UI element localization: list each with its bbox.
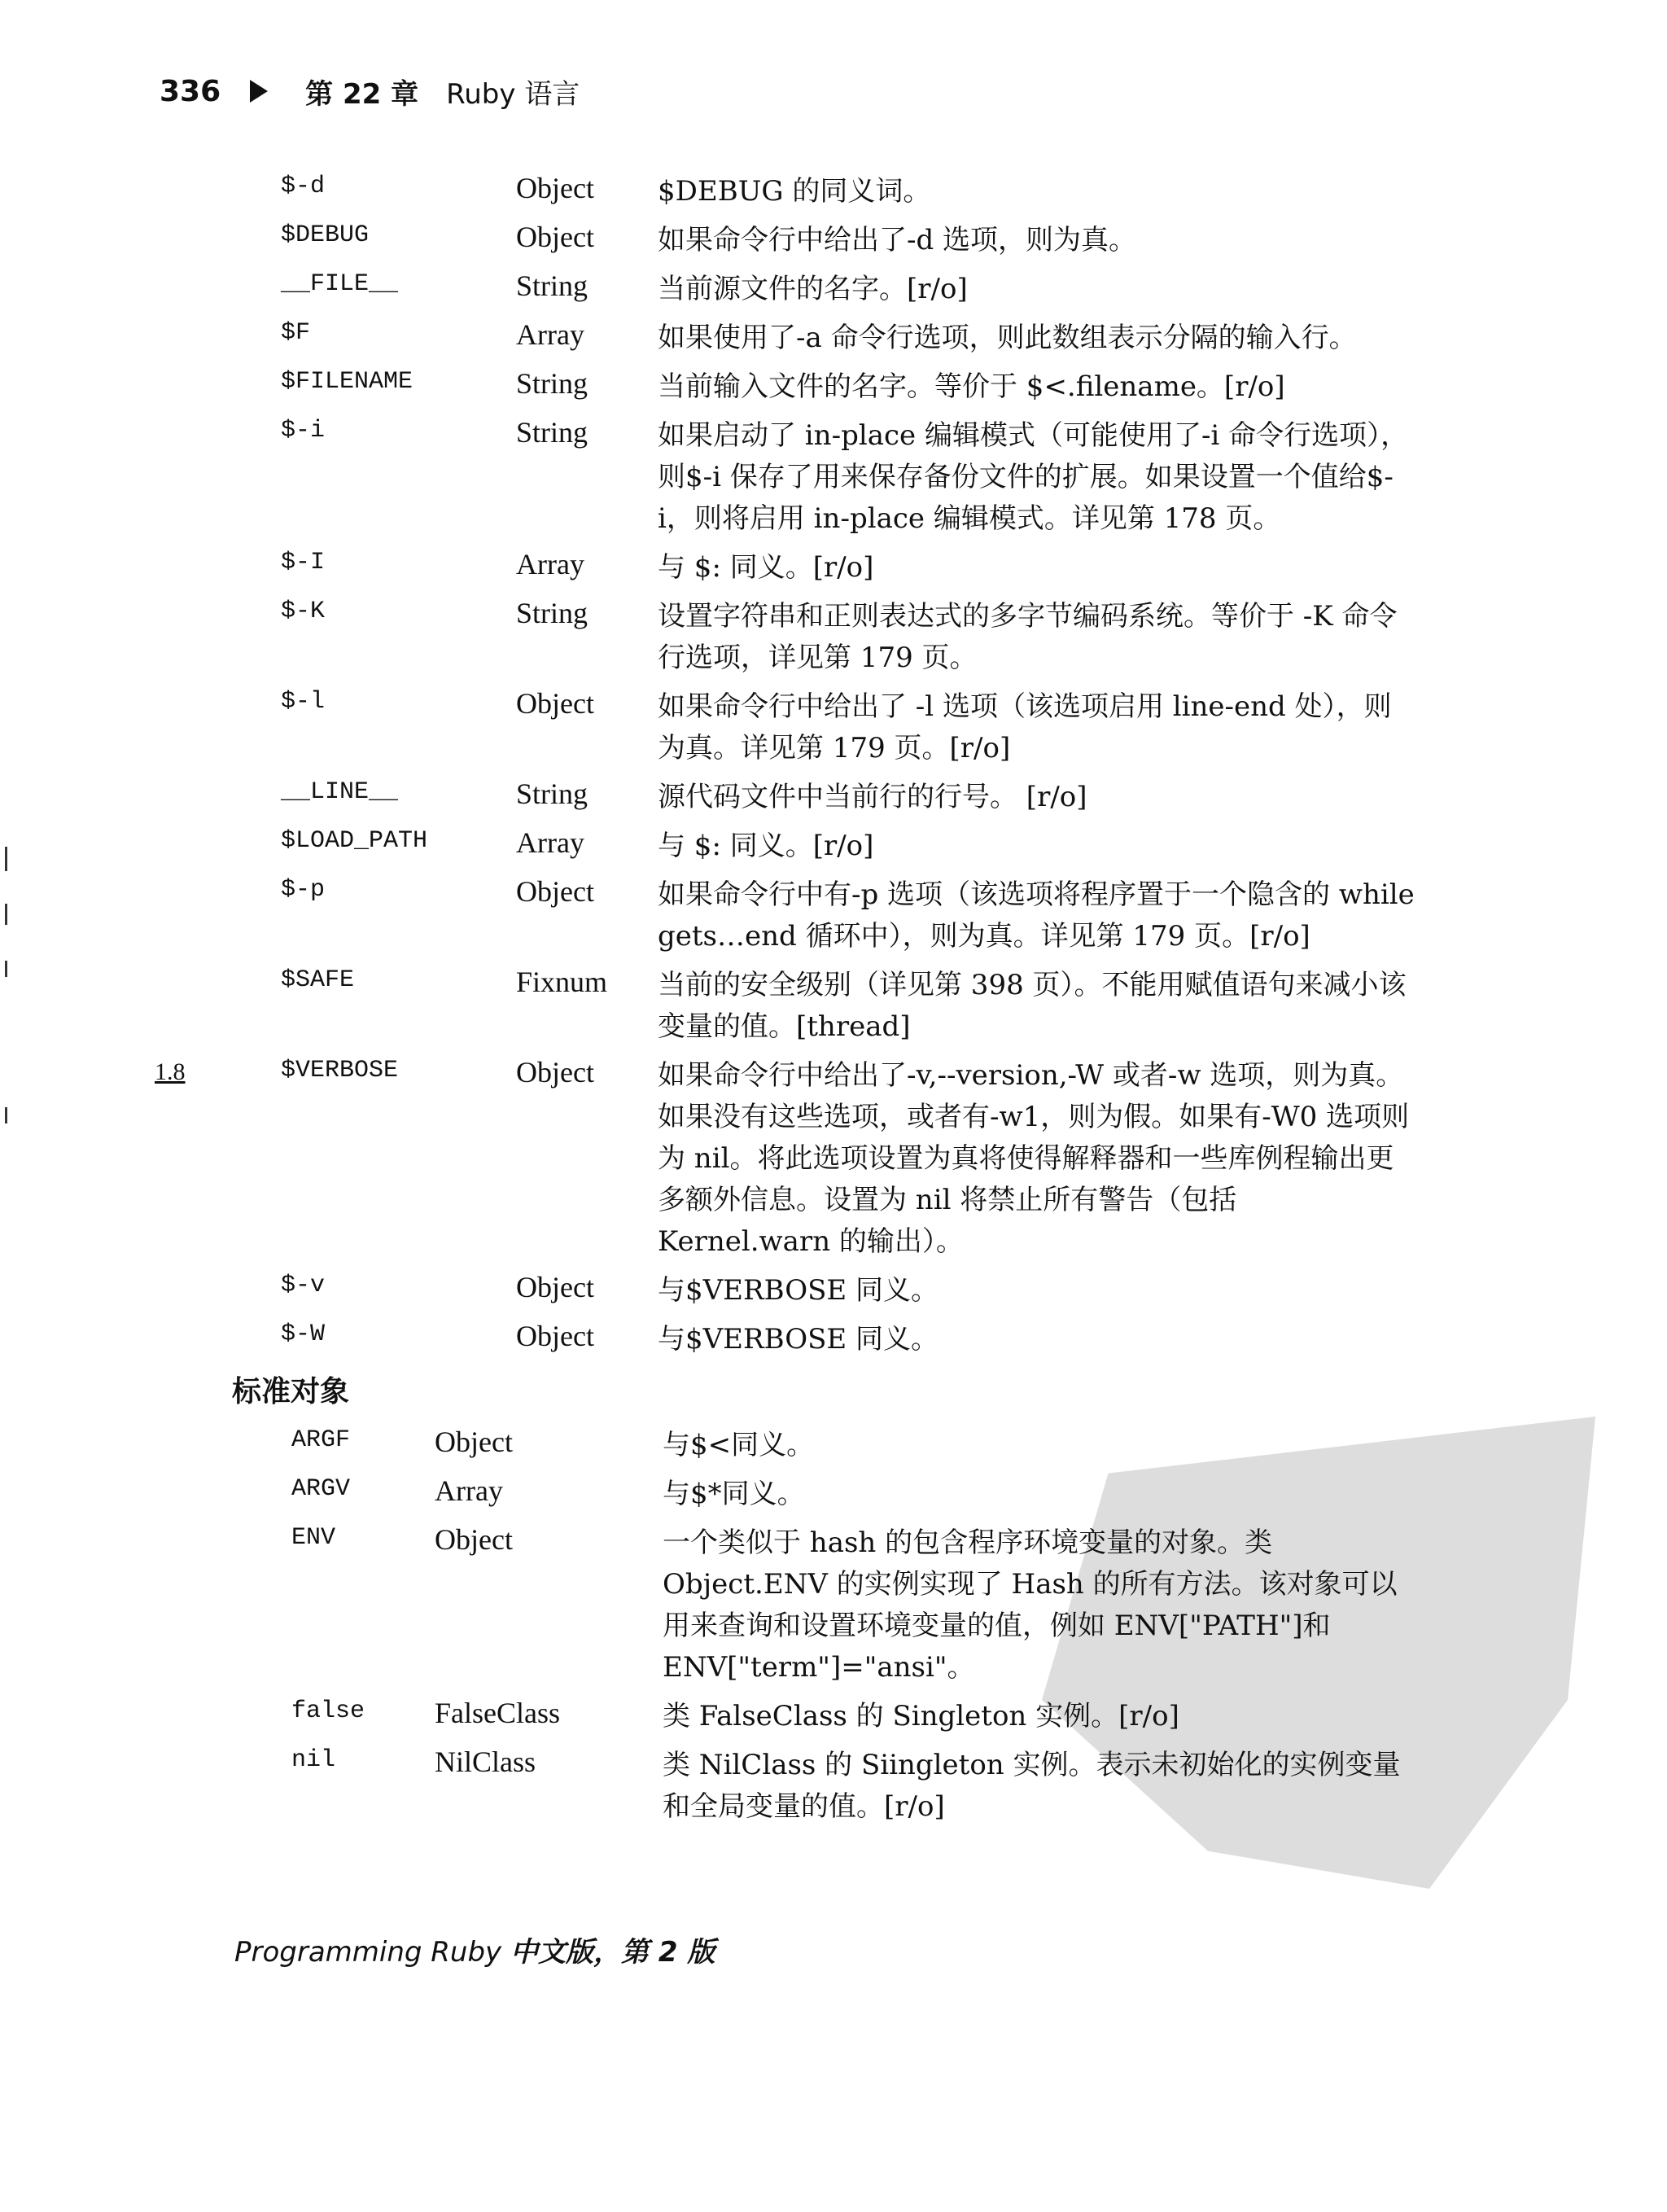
entry-description: 如果启动了 in-place 编辑模式（可能使用了-i 命令行选项），则$-i 保存了用来保存备份文件的扩展。如果设置一个值给$-i，则将启用 in-place 编辑模式。详见第 178 页。 <box>658 419 1409 535</box>
entry-type: Object <box>516 687 594 720</box>
entry-type: String <box>516 416 588 449</box>
table-row <box>0 220 1667 261</box>
entry-description: 当前输入文件的名字。等价于 $<.filename。[r/o] <box>658 370 1285 403</box>
entry-description: 如果命令行中给出了 -l 选项（该选项启用 line-end 处），则为真。详见第 179 页。[r/o] <box>658 690 1392 764</box>
footer-edition: 中文版，第 2 版 <box>510 1936 715 1969</box>
entry-description: $DEBUG 的同义词。 <box>658 175 931 208</box>
entry-name: nil <box>291 1746 336 1774</box>
entry-description: 源代码文件中当前行的行号。 [r/o] <box>658 781 1087 813</box>
entry-type: Object <box>516 1056 594 1088</box>
section-title-standard-objects: 标准对象 <box>232 1375 350 1408</box>
entry-description: 一个类似于 hash 的包含程序环境变量的对象。类 Object.ENV 的实例实现了 Hash 的所有方法。该对象可以用来查询和设置环境变量的值，例如 ENV["PATH"]和 ENV["term"]="ansi"。 <box>663 1526 1398 1684</box>
entry-name: $-v <box>281 1272 326 1299</box>
table-row <box>0 686 1667 769</box>
global-variables-table <box>0 171 1667 1835</box>
table-row <box>0 1319 1667 1360</box>
entry-description: 如果命令行中有-p 选项（该选项将程序置于一个隐含的 while gets…end 循环中），则为真。详见第 179 页。[r/o] <box>658 878 1415 953</box>
entry-name: ARGF <box>291 1426 351 1454</box>
version-margin-note: 1.8 <box>155 1058 186 1085</box>
entry-name: $-W <box>281 1321 326 1348</box>
entry-description: 与$<同义。 <box>663 1429 815 1461</box>
entry-type: Object <box>516 1271 594 1303</box>
entry-name: $-i <box>281 417 326 445</box>
entry-name: ENV <box>291 1524 336 1552</box>
entry-name: $F <box>281 319 311 347</box>
entry-type: Array <box>516 548 584 580</box>
entry-type: Object <box>516 875 594 908</box>
entry-name: $VERBOSE <box>281 1057 399 1084</box>
page-number: 336 <box>160 74 221 108</box>
entry-description: 如果命令行中给出了-d 选项，则为真。 <box>658 224 1137 256</box>
entry-description: 设置字符串和正则表达式的多字节编码系统。等价于 -K 命令行选项，详见第 179 页。 <box>658 600 1398 674</box>
table-row <box>0 596 1667 679</box>
entry-description: 与$VERBOSE 同义。 <box>658 1323 939 1356</box>
entry-type: String <box>516 367 588 400</box>
entry-type: Object <box>516 1320 594 1352</box>
table-row <box>0 1270 1667 1312</box>
entry-name: $-K <box>281 598 326 625</box>
table-row <box>0 1055 1667 1263</box>
arrow-right-icon <box>250 80 268 103</box>
table-row <box>0 826 1667 867</box>
entry-name: __LINE__ <box>281 778 399 806</box>
entry-name: false <box>291 1697 365 1725</box>
entry-type: FalseClass <box>435 1697 561 1729</box>
entry-name: $DEBUG <box>281 221 370 249</box>
table-row <box>0 366 1667 408</box>
entry-type: Array <box>516 318 584 351</box>
table-row <box>0 965 1667 1048</box>
entry-type: String <box>516 777 588 810</box>
table-row <box>0 547 1667 589</box>
table-row <box>0 1696 1667 1737</box>
table-row <box>0 1425 1667 1466</box>
chapter-title: Ruby 语言 <box>446 77 580 111</box>
table-row <box>0 171 1667 212</box>
entry-description: 与$VERBOSE 同义。 <box>658 1274 939 1307</box>
running-header <box>160 68 580 114</box>
entry-description: 如果命令行中给出了-v,--version,-W 或者-w 选项，则为真。如果没有这些选项，或者有-w1，则为假。如果有-W0 选项则为 nil。将此选项设置为真将使得解释器和一些库例程输出更多额外信息。设置为 nil 将禁止所有警告（包括 Kernel.warn 的输出）。 <box>658 1059 1410 1258</box>
entry-name: ARGV <box>291 1475 351 1503</box>
table-row <box>0 415 1667 540</box>
table-row <box>0 777 1667 818</box>
table-row <box>0 1745 1667 1828</box>
entry-description: 与$*同义。 <box>663 1478 805 1510</box>
entry-type: Array <box>516 826 584 859</box>
entry-name: __FILE__ <box>281 270 399 298</box>
chapter-label: 第 22 章 <box>305 77 419 111</box>
table-row <box>0 269 1667 310</box>
table-row <box>0 318 1667 359</box>
entry-name: $FILENAME <box>281 368 413 396</box>
page-footer <box>234 1929 715 1969</box>
table-row <box>0 1522 1667 1689</box>
entry-type: Object <box>516 221 594 253</box>
entry-description: 如果使用了-a 命令行选项，则此数组表示分隔的输入行。 <box>658 322 1357 354</box>
entry-description: 与 $: 同义。[r/o] <box>658 551 874 584</box>
entry-name: $SAFE <box>281 966 355 994</box>
entry-name: $-l <box>281 688 326 716</box>
entry-type: Object <box>435 1426 513 1458</box>
footer-book-title: Programming Ruby <box>234 1936 502 1969</box>
entry-type: String <box>516 597 588 629</box>
entry-type: NilClass <box>435 1746 536 1778</box>
entry-type: Array <box>435 1474 503 1507</box>
entry-description: 类 FalseClass 的 Singleton 实例。[r/o] <box>663 1700 1179 1732</box>
entry-type: String <box>516 269 588 302</box>
entry-description: 类 NilClass 的 Siingleton 实例。表示未初始化的实例变量和全局变量的值。[r/o] <box>663 1749 1401 1823</box>
entry-description: 当前源文件的名字。[r/o] <box>658 273 968 305</box>
table-row <box>0 1474 1667 1515</box>
entry-name: $-p <box>281 876 326 904</box>
table-row <box>0 874 1667 957</box>
entry-name: $LOAD_PATH <box>281 827 428 855</box>
entry-description: 当前的安全级别（详见第 398 页）。不能用赋值语句来减小该变量的值。[thread] <box>658 969 1407 1043</box>
entry-type: Fixnum <box>516 966 608 998</box>
entry-type: Object <box>516 172 594 204</box>
entry-type: Object <box>435 1523 513 1556</box>
entry-name: $-I <box>281 549 326 576</box>
entry-description: 与 $: 同义。[r/o] <box>658 830 874 862</box>
entry-name: $-d <box>281 173 326 200</box>
